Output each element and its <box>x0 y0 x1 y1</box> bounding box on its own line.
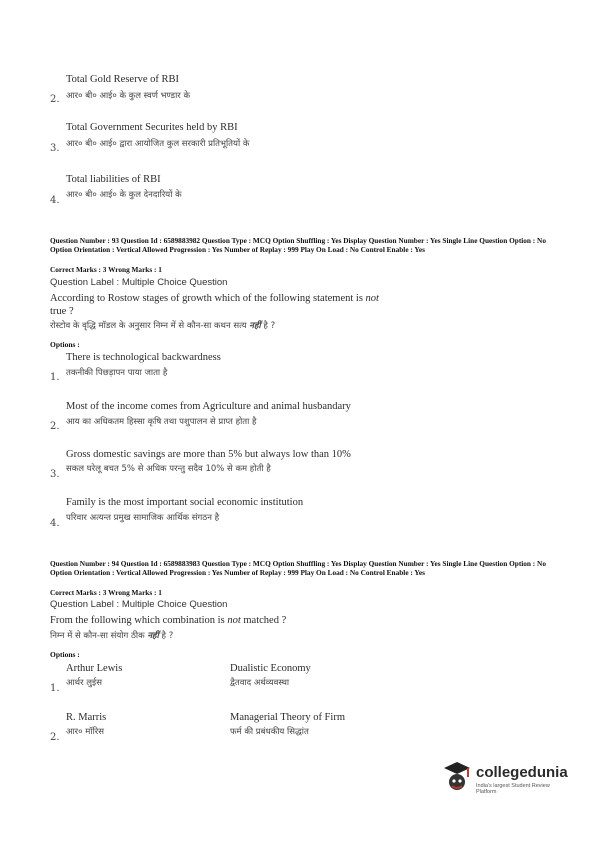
prev-option-2-hi: आर० बी० आई० के कुल स्वर्ण भण्डार के <box>66 91 191 101</box>
prev-option-3-en: Total Government Securites held by RBI <box>66 122 238 133</box>
option-4-en: Family is the most important social economic institution <box>66 497 304 508</box>
question-94-text-hi-not: नहीं <box>147 631 159 641</box>
question-93-text-hi-not: नहीं <box>249 321 261 331</box>
option-2-en: Most of the income comes from Agriculture and animal husbandary <box>66 401 351 412</box>
option-3-en: Gross domestic savings are more than 5% but always low than 10% <box>66 449 351 460</box>
option-1-right-hi: द्वैतवाद अर्थव्यवस्था <box>230 678 290 688</box>
option-2-hi: आय का अधिकतम हिस्सा कृषि तथा पशुपालन से प्राप्त होता है <box>66 417 257 427</box>
question-93-text-en-not: not <box>365 293 379 304</box>
question-93-text-hi <box>50 320 275 331</box>
question-94-text-en-part2: matched ? <box>243 615 287 626</box>
question-93-meta: Question Number : 93 Question Id : 6589883982 Question Type : MCQ Option Shuffling : Yes Display Question Number : Yes Single Line Question Option : No Option Orientation : Vertical Allowed Progression : Yes Number of Replay : 999 Play On Load : No Control Enable : Yes <box>50 236 546 254</box>
question-94-text-hi-part2: है ? <box>161 631 174 641</box>
question-93-text-en <box>50 293 379 304</box>
option-1-number: 1. <box>50 372 60 383</box>
option-1-right-en: Dualistic Economy <box>230 663 311 674</box>
option-2-number: 2. <box>50 421 60 432</box>
question-93-options-title: Options : <box>50 340 80 349</box>
question-93-text-en-part2: true ? <box>50 306 74 317</box>
option-4-number: 4. <box>50 518 60 529</box>
option-2-right-en: Managerial Theory of Firm <box>230 712 345 723</box>
prev-option-4-en: Total liabilities of RBI <box>66 174 161 185</box>
option-4-hi: परिवार अत्यन्त प्रमुख सामाजिक आर्थिक संगठन है <box>66 513 220 523</box>
question-93-marks: Correct Marks : 3 Wrong Marks : 1 <box>50 265 162 274</box>
prev-option-4-number: 4. <box>50 195 60 206</box>
option-3-hi: सकल घरेलू बचत 5% से अधिक परन्तु सदैव 10% से कम होती है <box>66 464 271 474</box>
question-94-text-en-part1: From the following which combination is <box>50 615 225 626</box>
question-93-text-en-part1: According to Rostow stages of growth which of the following statement is <box>50 293 363 304</box>
option-2-left-hi: आर० मॉरिस <box>66 727 104 737</box>
prev-option-3-number: 3. <box>50 143 60 154</box>
prev-option-4-hi: आर० बी० आई० के कुल देनदारियों के <box>66 190 182 200</box>
option-1-number: 1. <box>50 683 60 694</box>
question-94-text-en-not: not <box>227 615 241 626</box>
question-93-text-hi-part2: है ? <box>263 321 276 331</box>
question-94-label: Question Label : Multiple Choice Question <box>50 599 228 610</box>
question-93-text-hi-part1: रोस्टोव के वृद्धि मॉडल के अनुसार निम्न में से कौन-सा कथन सत्य <box>50 321 247 331</box>
option-2-number: 2. <box>50 732 60 743</box>
prev-option-3-hi: आर० बी० आई० द्वारा आयोजित कुल सरकारी प्रतिभूतियों के <box>66 139 250 149</box>
question-94-options-title: Options : <box>50 650 80 659</box>
graduate-cap-icon <box>440 758 474 794</box>
question-94-meta: Question Number : 94 Question Id : 6589883983 Question Type : MCQ Option Shuffling : Yes Display Question Number : Yes Single Line Question Option : No Option Orientation : Vertical Allowed Progression : Yes Number of Replay : 999 Play On Load : No Control Enable : Yes <box>50 559 546 577</box>
question-94-marks: Correct Marks : 3 Wrong Marks : 1 <box>50 588 162 597</box>
collegedunia-logo <box>440 758 568 798</box>
option-2-left-en: R. Marris <box>66 712 107 723</box>
option-1-left-hi: आर्थर लुईस <box>66 678 102 688</box>
option-1-left-en: Arthur Lewis <box>66 663 123 674</box>
option-1-hi: तकनीकी पिछड़ापन पाया जाता है <box>66 368 168 378</box>
prev-option-2-en: Total Gold Reserve of RBI <box>66 74 179 85</box>
option-3-number: 3. <box>50 469 60 480</box>
question-94-text-hi-part1: निम्न में से कौन-सा संयोग ठीक <box>50 631 145 641</box>
option-1-en: There is technological backwardness <box>66 352 221 363</box>
question-94-text-hi <box>50 630 173 641</box>
option-2-right-hi: फर्म की प्रबंधकीय सिद्धांत <box>230 727 309 737</box>
question-93-label: Question Label : Multiple Choice Question <box>50 277 228 288</box>
question-94-text-en <box>50 615 286 626</box>
brand-name: collegedunia <box>476 764 568 781</box>
brand-tagline: India's largest Student Review Platform <box>476 783 550 795</box>
prev-option-2-number: 2. <box>50 94 60 105</box>
